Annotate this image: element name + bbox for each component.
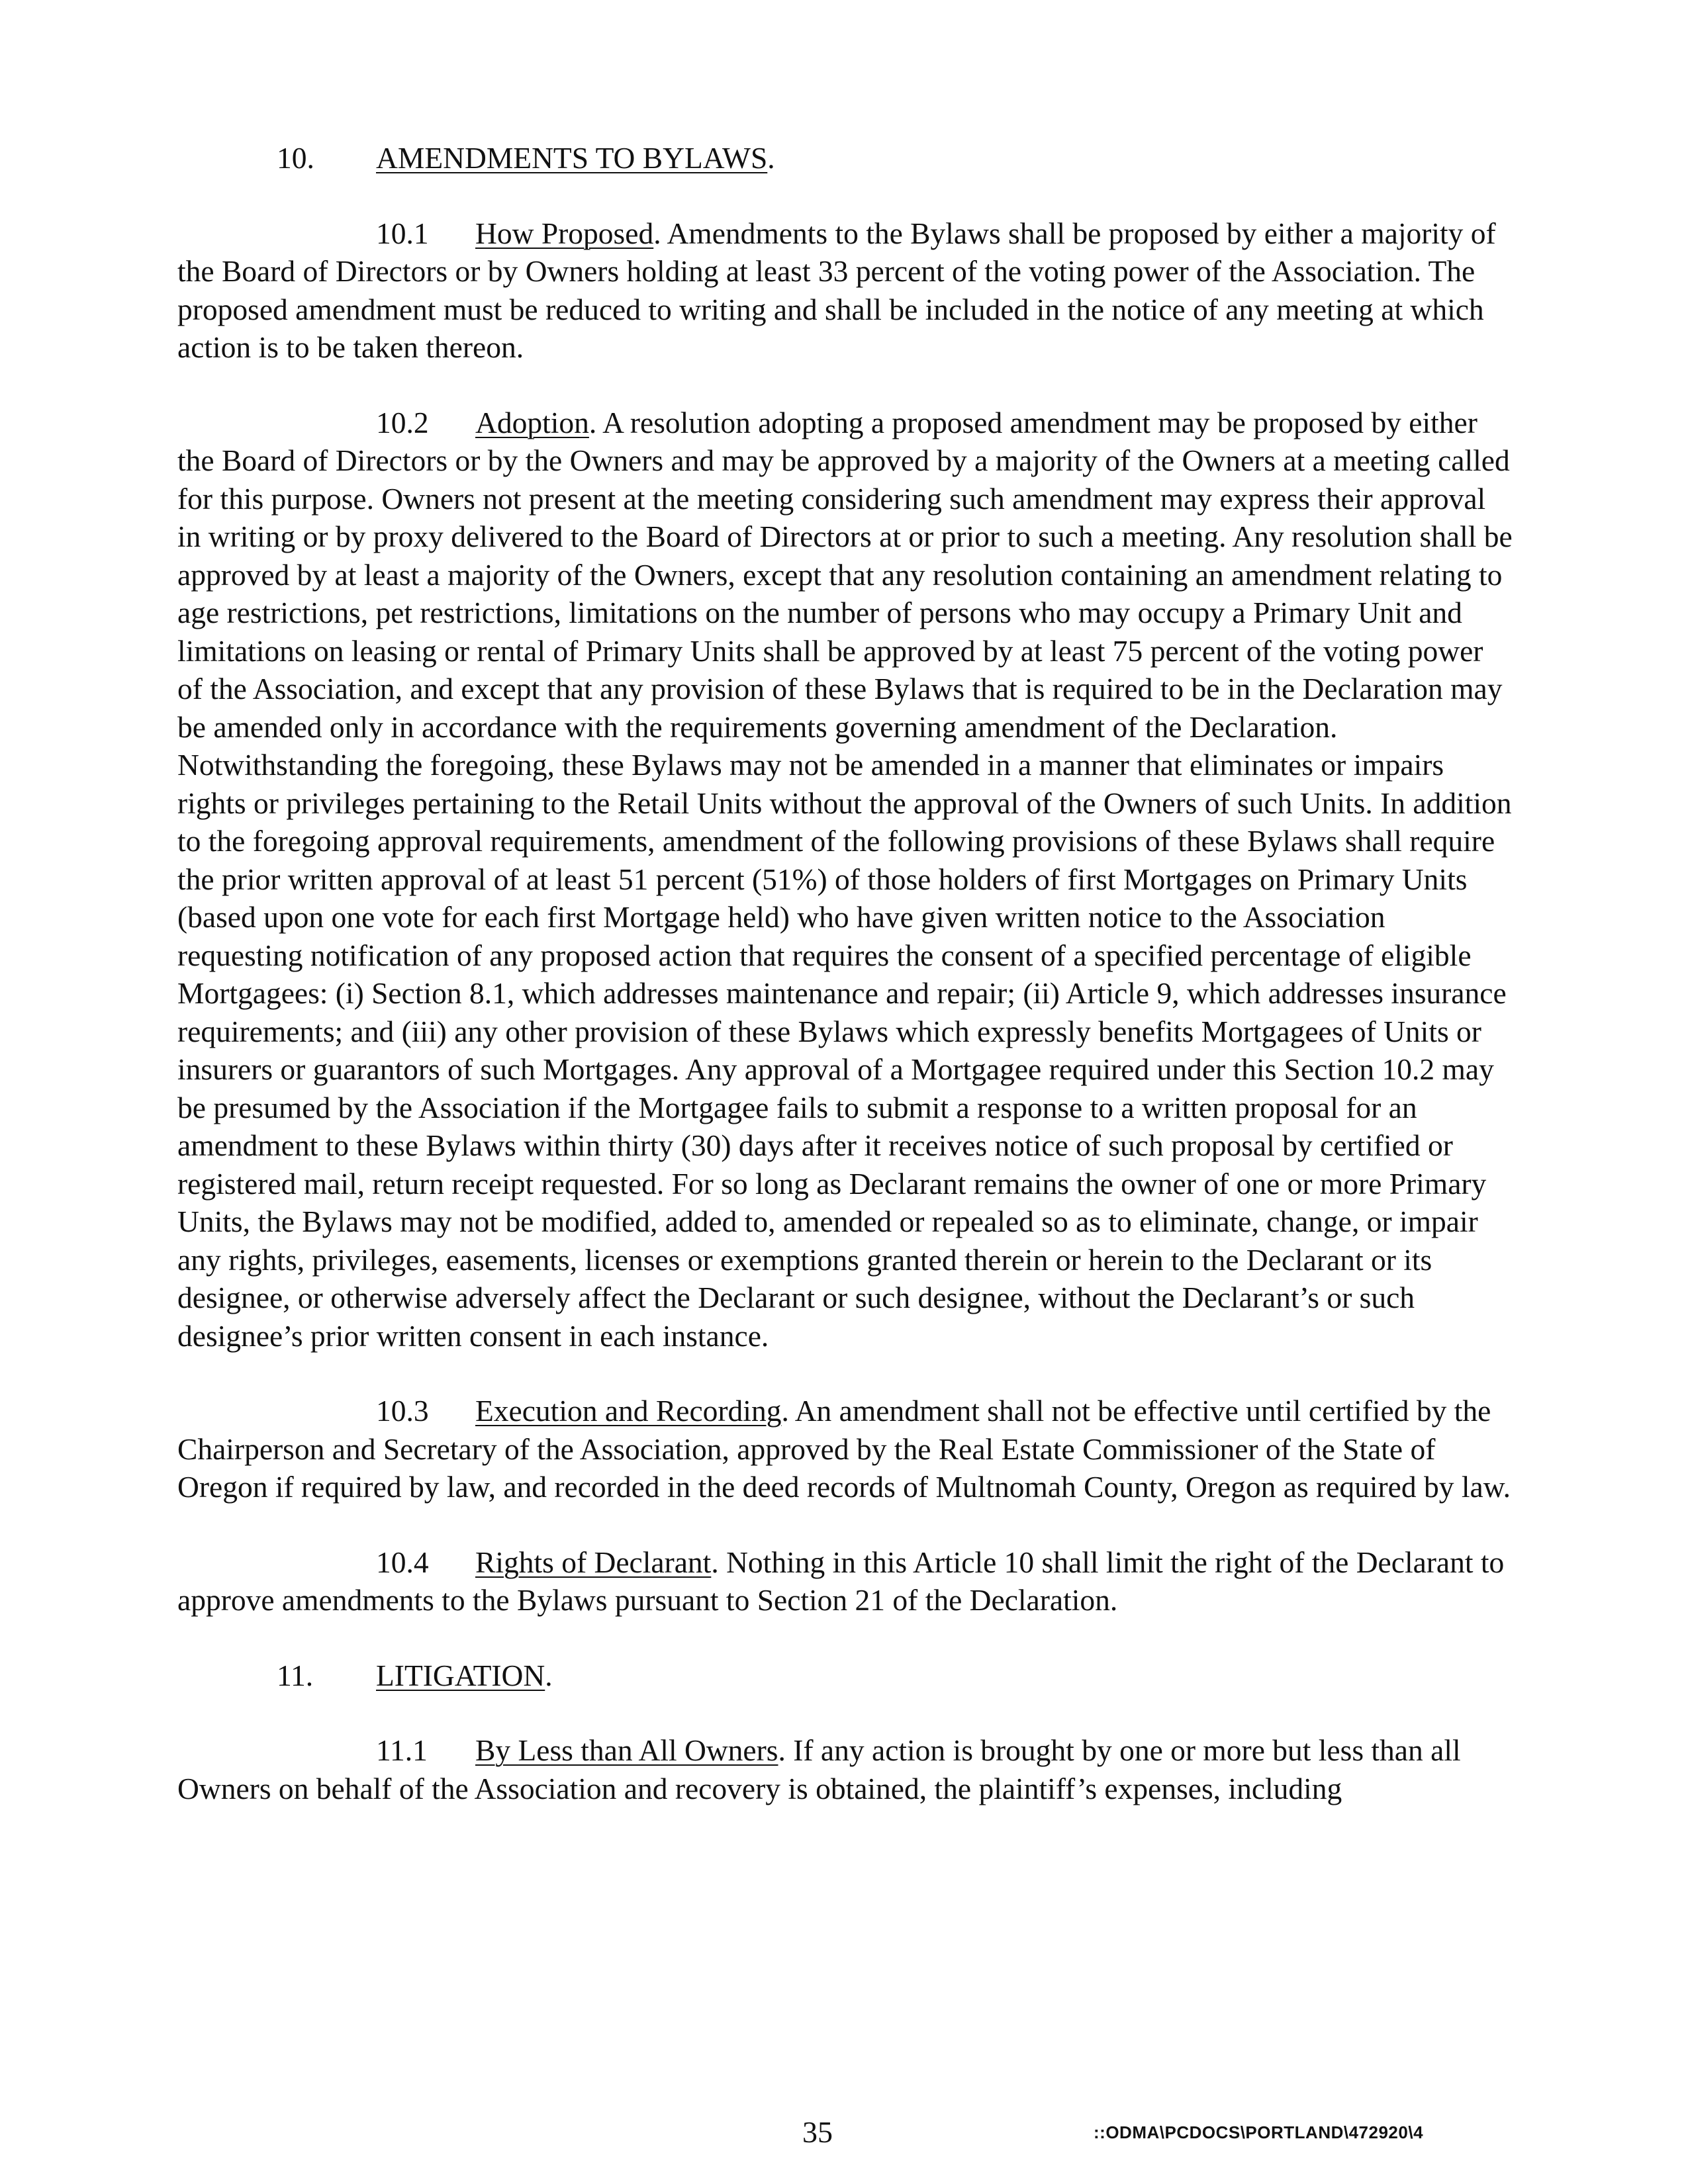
paragraph-number: 10.2 <box>376 405 429 439</box>
paragraph-text: . Nothing in this Article 10 shall limit the right of the Declarant to approve amendments to the Bylaws pursuant to Section 21 of the Declaration. <box>177 1545 1505 1617</box>
section-title: AMENDMENTS TO BYLAWS <box>376 141 768 175</box>
section-11-heading <box>177 1657 1515 1695</box>
section-title-suffix: . <box>545 1658 553 1692</box>
page-footer <box>0 2115 1688 2154</box>
paragraph-11-1 <box>177 1731 1515 1807</box>
paragraph-number: 10.3 <box>376 1394 429 1428</box>
document-page <box>177 139 1515 1807</box>
paragraph-10-3 <box>177 1392 1515 1506</box>
paragraph-heading: Adoption <box>475 405 589 439</box>
paragraph-10-1 <box>177 214 1515 367</box>
paragraph-heading: Execution and Recording <box>475 1394 782 1428</box>
paragraph-text: . A resolution adopting a proposed amendment may be proposed by either the Board of Directors or by the Owners and may be approved by a majority of the Owners at a meeting called for this purpose. Owners not present at the meeting considering such amendment may express their approval in writing or by proxy delivered to the Board of Directors at or prior to such a meeting. Any resolution shall be approved by at least a majority of the Owners, except that any resolution containing an amendment relating to age restrictions, pet restrictions, limitations on the number of persons who may occupy a Primary Unit and limitations on leasing or rental of Primary Units shall be approved by at least 75 percent of the voting power of the Association, and except that any provision of these Bylaws that is required to be in the Declaration may be amended only in accordance with the requirements governing amendment of the Declaration. Notwithstanding the foregoing, these Bylaws may not be amended in a manner that eliminates or impairs rights or privileges pertaining to the Retail Units without the approval of the Owners of such Units. In addition to the foregoing approval requirements, amendment of the following provisions of these Bylaws shall require the prior written approval of at least 51 percent (51%) of those holders of first Mortgages on Primary Units (based upon one vote for each first Mortgage held) who have given written notice to the Association requesting notification of any proposed action that requires the consent of a specified percentage of eligible Mortgagees: (i) Section 8.1, which addresses maintenance and repair; (ii) Article 9, which addresses insurance requirements; and (iii) any other provision of these Bylaws which expressly benefits Mortgagees of Units or insurers or guarantors of such Mortgages. Any approval of a Mortgagee required under this Section 10.2 may be presumed by the Association if the Mortgagee fails to submit a response to a written proposal for an amendment to these Bylaws within thirty (30) days after it receives notice of such proposal by certified or registered mail, return receipt requested. For so long as Declarant remains the owner of one or more Primary Units, the Bylaws may not be modified, added to, amended or repealed so as to eliminate, change, or impair any rights, privileges, easements, licenses or exemptions granted therein or herein to the Declarant or its designee, or otherwise adversely affect the Declarant or such designee, without the Declarant’s or such designee’s prior written consent in each instance. <box>177 405 1513 1353</box>
section-number: 10. <box>277 141 314 175</box>
section-title-suffix: . <box>767 141 775 175</box>
paragraph-10-2 <box>177 404 1515 1355</box>
section-number: 11. <box>277 1658 314 1692</box>
paragraph-number: 10.4 <box>376 1545 429 1579</box>
section-title: LITIGATION <box>376 1658 545 1692</box>
paragraph-heading: By Less than All Owners <box>475 1733 778 1767</box>
paragraph-heading: How Proposed <box>475 216 654 250</box>
paragraph-10-4 <box>177 1543 1515 1619</box>
document-id: ::ODMA\PCDOCS\PORTLAND\472920\4 <box>1094 2122 1424 2142</box>
paragraph-text: . Amendments to the Bylaws shall be proposed by either a majority of the Board of Directors or by Owners holding at least 33 percent of the voting power of the Association. The proposed amendment must be reduced to writing and shall be included in the notice of any meeting at which action is to be taken thereon. <box>177 216 1496 364</box>
paragraph-heading: Rights of Declarant <box>475 1545 712 1579</box>
section-10-heading <box>177 139 1515 177</box>
paragraph-text: . An amendment shall not be effective until certified by the Chairperson and Secretary of the Association, approved by the Real Estate Commissioner of the State of Oregon if required by law, and recorded in the deed records of Multnomah County, Oregon as required by law. <box>177 1394 1511 1504</box>
page-number: 35 <box>802 2115 833 2149</box>
paragraph-text: . If any action is brought by one or more but less than all Owners on behalf of the Association and recovery is obtained, the plaintiff’s expenses, including <box>177 1733 1461 1805</box>
paragraph-number: 10.1 <box>376 216 429 250</box>
paragraph-number: 11.1 <box>376 1733 428 1767</box>
